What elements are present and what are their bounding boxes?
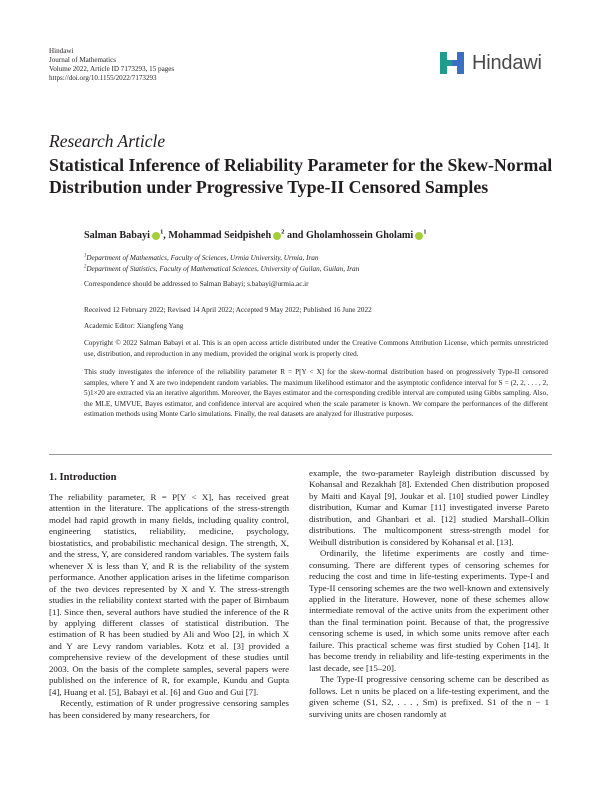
journal-metadata	[49, 47, 174, 83]
author-separator: ,	[163, 230, 169, 241]
paragraph: The reliability parameter, R = P[Y < X], has received great attention in the literature. The applications of the stress-strength model had rapid growth in many fields, including quality control, engineering statistics, reliability, medicine, psychology, biostatistics, and probabilistic mechanical design. The strength, X, and the stress, Y, are considered random variables. The system fails whenever X is less than Y, and R is the reliability of the system performance. Another application arises in the lifetime comparison of the two devices represented by X and Y. The stress-strength studies in the reliability context started with the paper of Birnbaum [1]. Since then, several authors have studied the inference of the R by applying different classes of statistical distribution. The estimation of R has been studied by Ali and Woo [2], in which X and Y are Levy random variables. Kotz et al. [3] provided a comprehensive review of the development of these studies until 2003. On the basis of the complete samples, several papers were published on the inference of R, for example, Kundu and Gupta [4], Huang et al. [5], Babayi et al. [6] and Guo and Gui [7].	[49, 492, 289, 697]
affiliation-text: Department of Statistics, Faculty of Mathematical Sciences, University of Guilan, Guilan, Iran	[86, 264, 360, 273]
author-affil-sup: 1	[423, 228, 427, 236]
paragraph: Recently, estimation of R under progressive censoring samples has been considered by many researchers, for	[49, 698, 289, 720]
logo-text: Hindawi	[472, 51, 542, 74]
author-list	[84, 230, 427, 241]
affiliation-sup: 2	[84, 264, 87, 270]
correspondence: Correspondence should be addressed to Salman Babayi; s.babayi@urmia.ac.ir	[84, 280, 309, 288]
publisher-name: Hindawi	[49, 47, 74, 55]
abstract: This study investigates the inference of the reliability parameter R = P[Y < X] for the skew-normal distribution based on progressively Type-II censored samples, where Y and X are two independent random variables. The maximum likelihood estimator and the asymptotic confidence interval for S = (2, 2, . . . , 2, 5)1×20 are extracted via an iterative algorithm. Moreover, the Bayes estimator and the corresponding credible interval are computed using Gibbs sampling. Also, the MLE, UMVUE, Bayes estimator, and confidence interval are acquired when the scale parameter is known. We compare the performances of the different estimation methods using Monte Carlo simulations. Finally, the real datasets are analyzed for illustrative purposes.	[84, 368, 548, 419]
affiliation-text: Department of Mathematics, Faculty of Sciences, Urmia University, Urmia, Iran	[86, 254, 319, 262]
author-affil-sup: 1	[159, 228, 164, 236]
affiliation-item	[84, 253, 359, 264]
journal-name: Journal of Mathematics	[49, 56, 116, 64]
orcid-icon[interactable]	[152, 232, 160, 240]
author-name[interactable]: Salman Babayi	[84, 230, 150, 241]
academic-editor: Academic Editor: Xiangfeng Yang	[84, 322, 184, 330]
volume-line: Volume 2022, Article ID 7173293, 15 pages	[49, 65, 175, 73]
right-column	[309, 468, 549, 720]
article-title: Statistical Inference of Reliability Parameter for the Skew-Normal Distribution under Progressive Type-II Censored Samples	[49, 155, 553, 197]
article-type: Research Article	[49, 131, 166, 151]
author-name[interactable]: Mohammad Seidpisheh	[168, 230, 272, 241]
paragraph: The Type-II progressive censoring scheme can be described as follows. Let n units be placed on a life-testing experiment, and the given scheme (S1, S2, . . . , Sm) is prefixed. S1 of the n − 1 surviving units are chosen randomly at	[309, 674, 549, 719]
author-separator: and	[284, 230, 306, 241]
author-affil-sup: 2	[281, 228, 285, 236]
paragraph: Ordinarily, the lifetime experiments are costly and time-consuming. There are different types of censoring schemes for reducing the cost and time in life-testing experiments. Type-I and Type-II censoring schemes are the two well-known and extensively applied in the literature. However, none of these schemes allow intermediate removal of the active units from the experiment other than the final termination point. Because of that, the progressive censoring scheme is used, in which some units remove after each failure. This practical scheme was first studied by Cohen [14]. It has become trendy in reliability and life-testing experiments in the last decade, see [15–20].	[309, 548, 549, 673]
dates: Received 12 February 2022; Revised 14 April 2022; Accepted 9 May 2022; Published 16 June 2022	[84, 306, 372, 314]
hindawi-logo-icon	[437, 50, 467, 76]
doi-link[interactable]: https://doi.org/10.1155/2022/7173293	[49, 74, 157, 82]
paragraph: example, the two-parameter Rayleigh distribution discussed by Kohansal and Rezakhah [8]. Extended Chen distribution proposed by Maiti and Kayal [9], Joukar et al. [10] studied power Lindley distribution, Kumar and Kumar [11] investigated inverse Pareto distribution, and Ghanbari et al. [12] studied Marshall–Olkin distributions. The multicomponent stress-strength model for Weibull distribution is considered by Kohansal et al. [13].	[309, 468, 549, 547]
section-heading: 1. Introduction	[49, 472, 117, 483]
hindawi-logo	[437, 49, 552, 77]
affiliations	[84, 253, 359, 274]
left-column	[49, 492, 289, 721]
author-name[interactable]: Gholamhossein Gholami	[305, 230, 414, 241]
divider	[49, 454, 552, 455]
affiliation-sup: 1	[84, 253, 87, 259]
copyright: Copyright © 2022 Salman Babayi et al. This is an open access article distributed under the Creative Commons Attribution License, which permits unrestricted use, distribution, and reproduction in any medium, provided the original work is properly cited.	[84, 339, 548, 358]
orcid-icon[interactable]	[273, 232, 281, 240]
affiliation-item	[84, 264, 359, 275]
